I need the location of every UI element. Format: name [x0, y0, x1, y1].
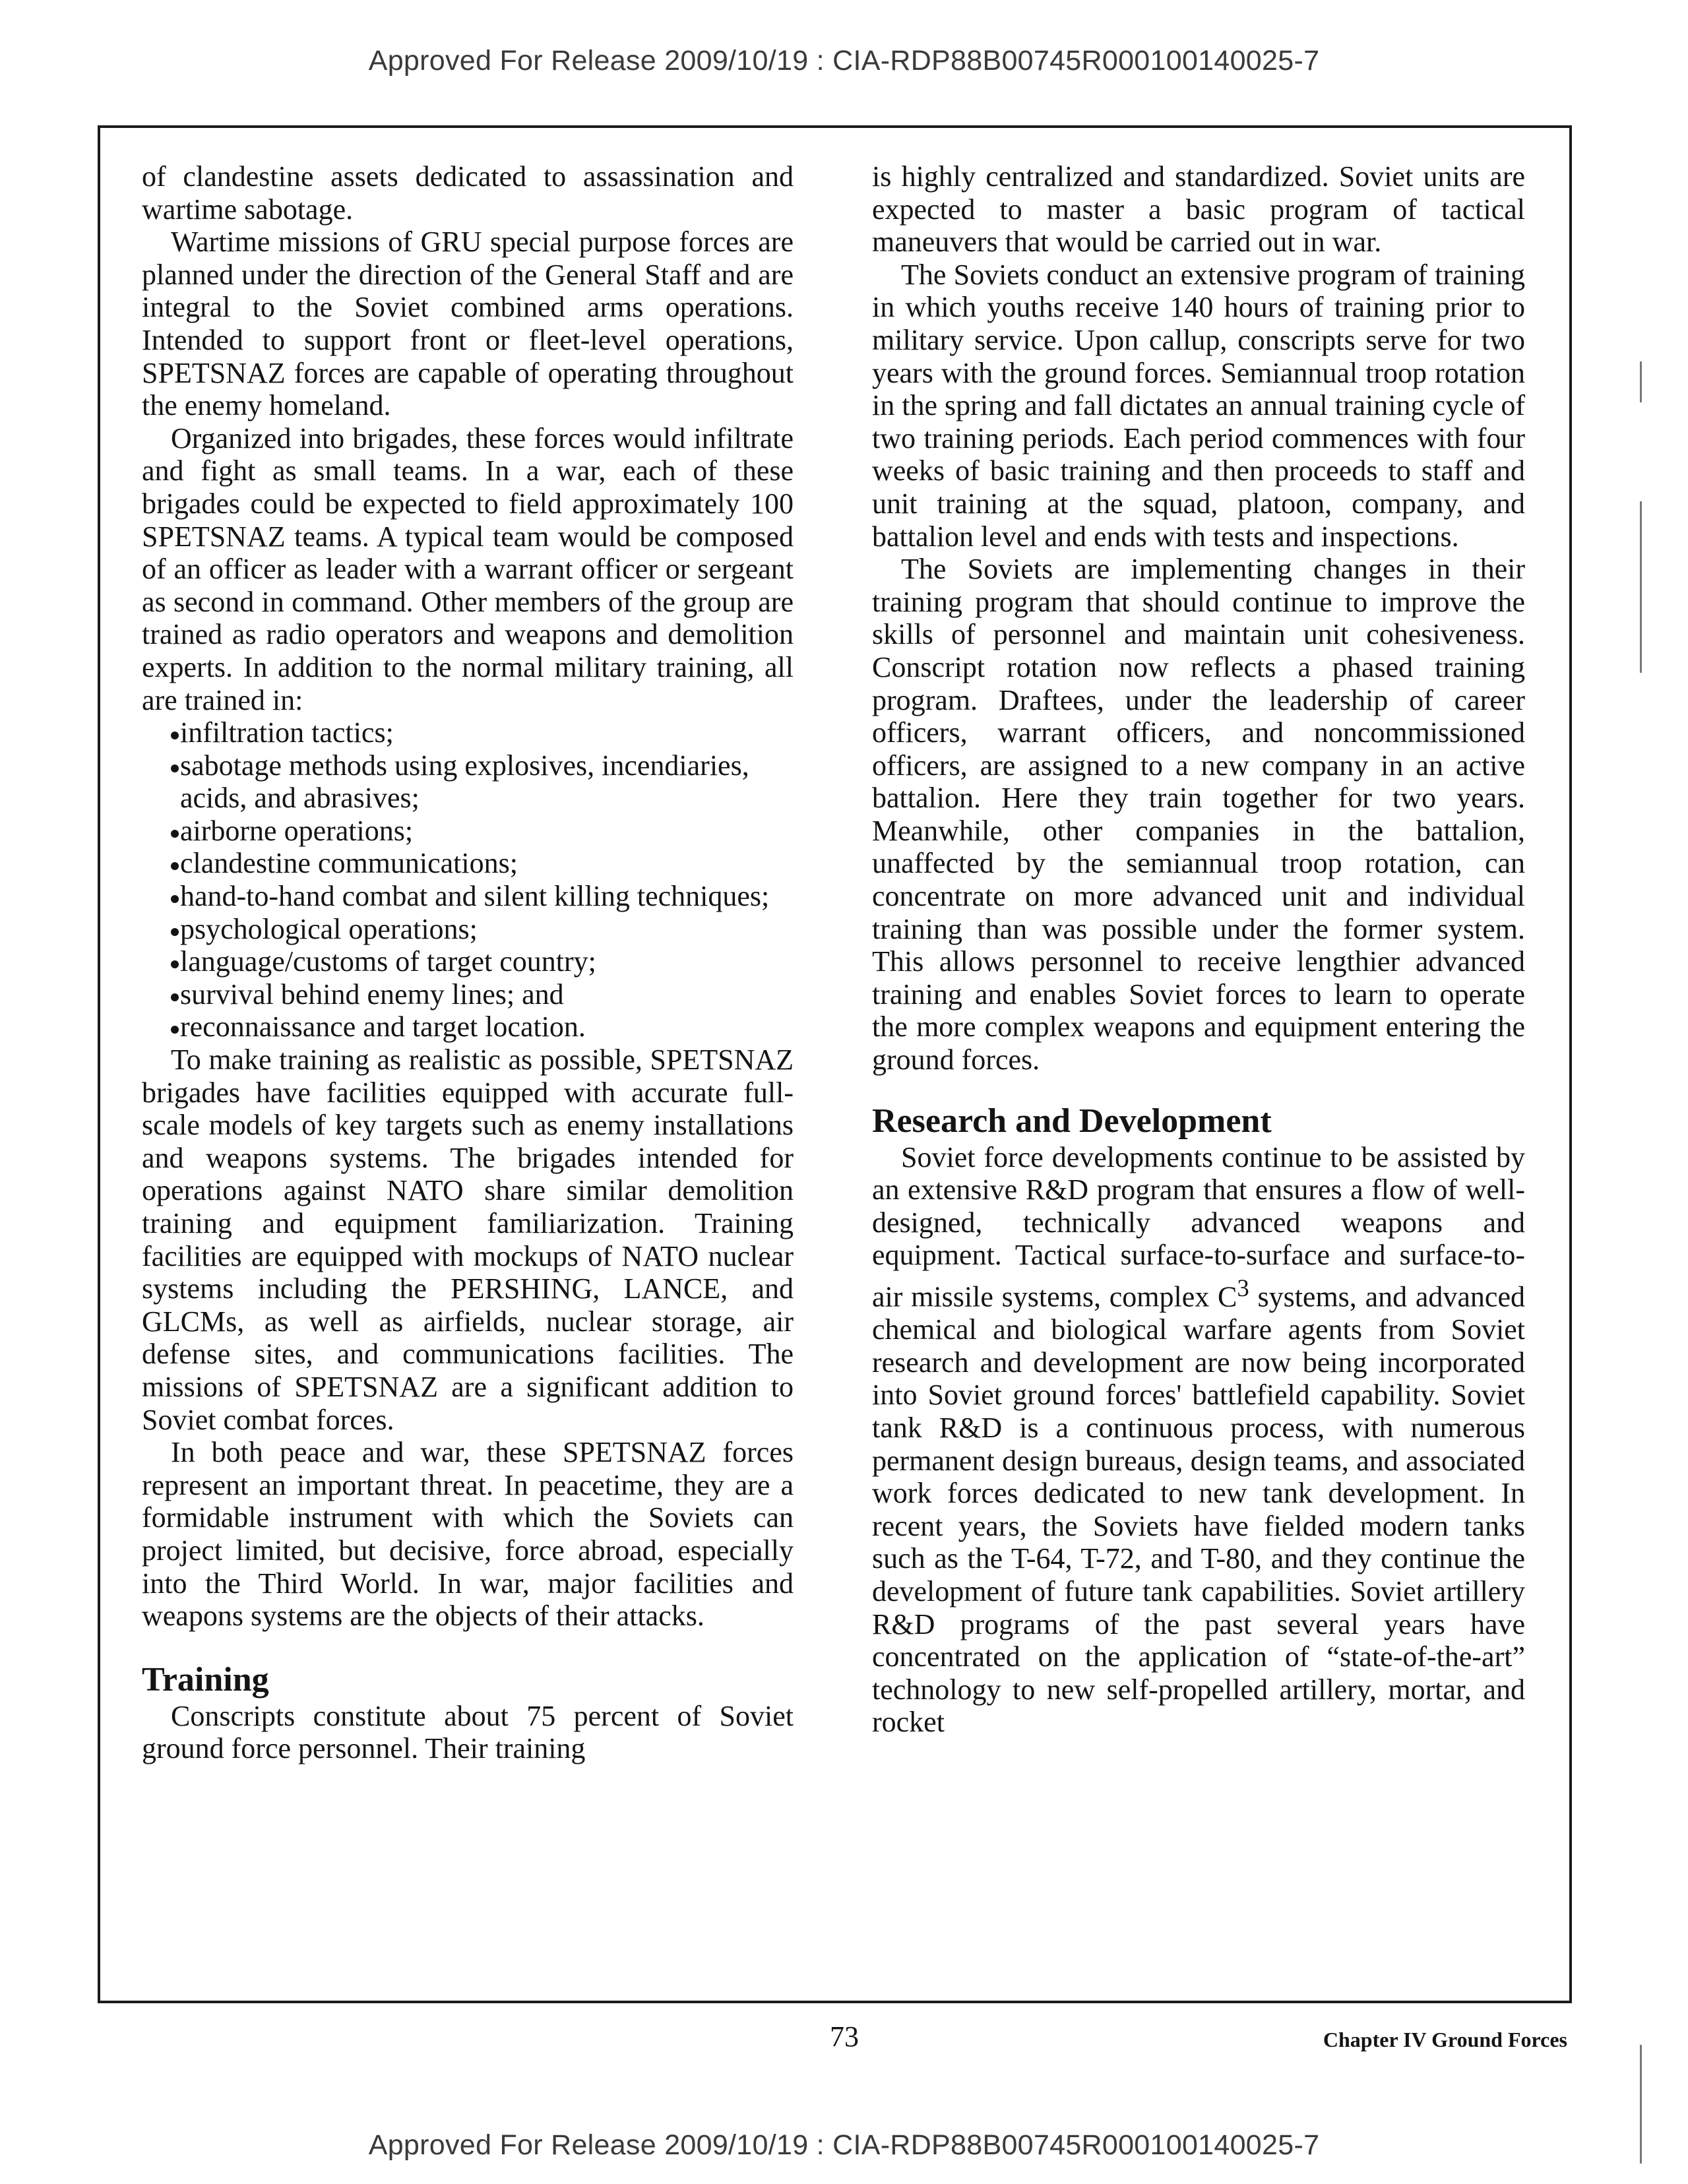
- list-item: sabotage methods using explosives, incendiaries, acids, and abrasives;: [171, 749, 794, 815]
- paragraph: is highly centralized and standardized. Soviet units are expected to master a basic program of tactical maneuvers that would be carried out in war.: [872, 160, 1525, 259]
- section-heading-training: Training: [142, 1660, 269, 1699]
- margin-scan-mark: [1640, 361, 1642, 402]
- bullet-icon: [171, 1026, 179, 1034]
- chapter-label: Chapter IV Ground Forces: [1323, 2028, 1567, 2051]
- paragraph: of clandestine assets dedicated to assassination and wartime sabotage.: [142, 160, 794, 226]
- bullet-icon: [171, 732, 179, 739]
- margin-scan-mark: [1640, 2045, 1642, 2164]
- paragraph: Wartime missions of GRU special purpose forces are planned under the direction of the General Staff and are integral to the Soviet combined arms operations. Intended to support front or fleet-level operations, SPETSNAZ forces are capable of operating throughout the enemy homeland.: [142, 226, 794, 422]
- bullet-icon: [171, 830, 179, 838]
- page-number: 73: [830, 2020, 859, 2053]
- paragraph: Organized into brigades, these forces would infiltrate and fight as small teams. In a war, each of these brigades could be expected to field approximately 100 SPETSNAZ teams. A typical team would be composed of an officer as leader with a warrant officer or sergeant as second in command. Other members of the group are trained as radio operators and weapons and demolition experts. In addition to the normal military training, all are trained in:: [142, 421, 794, 716]
- paragraph: The Soviets are implementing changes in their training program that should continue to improve the skills of personnel and maintain unit cohesiveness. Conscript rotation now reflects a phased training program. Draftees, under the leadership of career officers, warrant officers, and noncommissioned officers, are assigned to a new company in an active battalion. Here they train together for two years. Meanwhile, other companies in the battalion, unaffected by the semiannual troop rotation, can concentrate on more advanced unit and individual training than was possible under the former system. This allows personnel to receive lengthier advanced training and enables Soviet forces to learn to operate the more complex weapons and equipment entering the ground forces.: [872, 553, 1525, 1076]
- bullet-icon: [171, 928, 179, 936]
- list-item: reconnaissance and target location.: [171, 1011, 794, 1044]
- bullet-icon: [171, 862, 179, 870]
- bullet-icon: [171, 764, 179, 772]
- paragraph: Conscripts constitute about 75 percent of Soviet ground force personnel. Their training: [142, 1699, 794, 1765]
- training-bullet-list: [142, 716, 794, 1044]
- list-item: language/customs of target country;: [171, 945, 794, 978]
- list-item: survival behind enemy lines; and: [171, 978, 794, 1011]
- list-item: clandestine communications;: [171, 847, 794, 880]
- left-column: [142, 160, 794, 1765]
- list-item: hand-to-hand combat and silent killing techniques;: [171, 880, 794, 913]
- paragraph: The Soviets conduct an extensive program of training in which youths receive 140 hours of training prior to military service. Upon callup, conscripts serve for two years with the ground forces. Semiannual troop rotation in the spring and fall dictates an annual training cycle of two training periods. Each period commences with four weeks of basic training and then proceeds to staff and unit training at the squad, platoon, company, and battalion level and ends with tests and inspections.: [872, 258, 1525, 553]
- paragraph: Soviet force developments continue to be assisted by an extensive R&D program that ensures a flow of well-designed, technically advanced weapons and equipment. Tactical surface-to-surface and surface-to-air missile systems, complex $C^3$ systems, and advanced chemical and biological warfare agents from Soviet research and development are now being incorporated into Soviet ground forces' battlefield capability. Soviet tank R&D is a continuous process, with numerous permanent design bureaus, design teams, and associated work forces dedicated to new tank development. In recent years, the Soviets have fielded modern tanks such as the T-64, T-72, and T-80, and they continue the development of future tank capabilities. Soviet artillery R&D programs of the past several years have concentrated on the application of “state-of-the-art” technology to new self-propelled artillery, mortar, and rocket: [872, 1140, 1525, 1739]
- bullet-icon: [171, 895, 179, 903]
- bullet-icon: [171, 960, 179, 968]
- release-stamp-bottom: Approved For Release 2009/10/19 : CIA-RDP88B00745R000100140025-7: [368, 2129, 1320, 2161]
- list-item: airborne operations;: [171, 815, 794, 848]
- section-heading-research-and-development: Research and Development: [872, 1102, 1272, 1140]
- paragraph: In both peace and war, these SPETSNAZ forces represent an important threat. In peacetime, they are a formidable instrument with which the Soviets can project limited, but decisive, force abroad, especially into the Third World. In war, major facilities and weapons systems are the objects of their attacks.: [142, 1436, 794, 1633]
- list-item: psychological operations;: [171, 913, 794, 946]
- margin-scan-mark: [1640, 501, 1642, 673]
- bullet-icon: [171, 993, 179, 1001]
- list-item: infiltration tactics;: [171, 716, 794, 749]
- superscript: 3: [1237, 1274, 1249, 1301]
- right-column: [872, 160, 1525, 1739]
- paragraph: To make training as realistic as possible, SPETSNAZ brigades have facilities equipped with accurate full-scale models of key targets such as enemy installations and weapons systems. The brigades intended for operations against NATO share similar demolition training and equipment familiarization. Training facilities are equipped with mockups of NATO nuclear systems including the PERSHING, LANCE, and GLCMs, as well as airfields, nuclear storage, air defense sites, and communications facilities. The missions of SPETSNAZ are a significant addition to Soviet combat forces.: [142, 1044, 794, 1436]
- release-stamp-top: Approved For Release 2009/10/19 : CIA-RDP88B00745R000100140025-7: [368, 45, 1320, 77]
